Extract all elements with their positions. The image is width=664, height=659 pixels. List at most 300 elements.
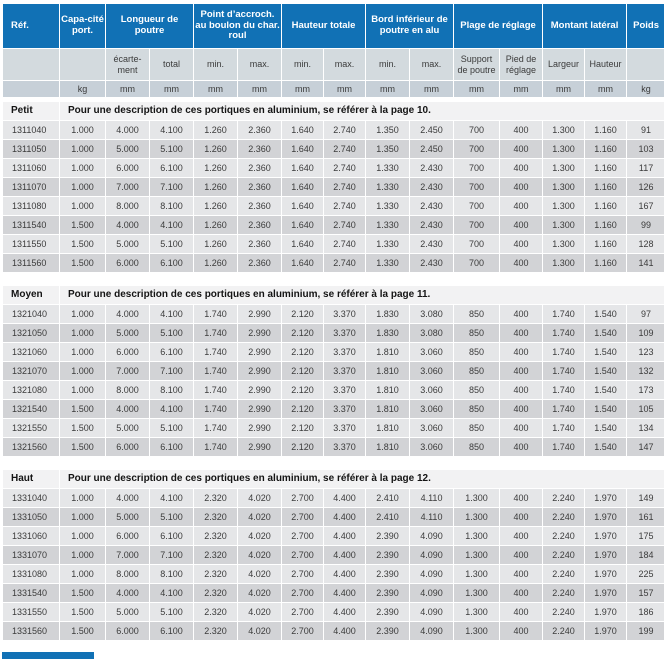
- cell-value: 8.100: [150, 565, 193, 583]
- cell-value: 4.000: [106, 305, 149, 323]
- cell-value: 2.700: [282, 546, 323, 564]
- cell-value: 4.000: [106, 400, 149, 418]
- cell-value: 1.740: [543, 362, 584, 380]
- cell-value: 99: [627, 216, 664, 234]
- cell-value: 2.360: [238, 121, 281, 139]
- cell-value: 1.640: [282, 140, 323, 158]
- unit-mm: mm: [585, 81, 626, 97]
- cell-value: 2.430: [410, 197, 453, 215]
- cell-value: 400: [500, 400, 542, 418]
- cell-value: 2.990: [238, 438, 281, 456]
- cell-value: 4.020: [238, 622, 281, 640]
- cell-value: 4.000: [106, 584, 149, 602]
- cell-value: 105: [627, 400, 664, 418]
- cell-value: 3.060: [410, 343, 453, 361]
- cell-value: 1.970: [585, 527, 626, 545]
- cell-value: 1.740: [543, 324, 584, 342]
- cell-value: 850: [454, 343, 499, 361]
- table-row: [3, 489, 664, 507]
- cell-value: 2.700: [282, 584, 323, 602]
- cell-value: 1.810: [366, 343, 409, 361]
- cell-value: 5.000: [106, 508, 149, 526]
- table-row: [3, 235, 664, 253]
- cell-value: 2.740: [324, 254, 365, 272]
- cell-value: 2.120: [282, 362, 323, 380]
- subheader-max: max.: [238, 49, 281, 80]
- cell-value: 1.330: [366, 178, 409, 196]
- cell-value: 7.000: [106, 362, 149, 380]
- cell-ref: 1311550: [3, 235, 59, 253]
- cell-value: 400: [500, 254, 542, 272]
- cell-value: 2.700: [282, 489, 323, 507]
- cell-value: 5.100: [150, 419, 193, 437]
- cell-value: 4.090: [410, 527, 453, 545]
- cell-value: 7.000: [106, 546, 149, 564]
- cell-value: 4.100: [150, 121, 193, 139]
- cell-value: 4.100: [150, 216, 193, 234]
- cell-value: 2.360: [238, 140, 281, 158]
- cell-value: 1.810: [366, 362, 409, 380]
- cell-value: 6.100: [150, 254, 193, 272]
- cell-value: 3.370: [324, 400, 365, 418]
- cell-value: 199: [627, 622, 664, 640]
- section-header-row: [3, 470, 664, 488]
- table-row: [3, 254, 664, 272]
- cell-value: 1.300: [454, 527, 499, 545]
- cell-value: 1.160: [585, 178, 626, 196]
- cell-value: 147: [627, 438, 664, 456]
- cell-value: 1.160: [585, 159, 626, 177]
- subheader-empty: [627, 49, 664, 80]
- unit-mm: mm: [500, 81, 542, 97]
- table-row: [3, 527, 664, 545]
- cell-value: 8.100: [150, 197, 193, 215]
- cell-value: 4.400: [324, 508, 365, 526]
- subheader-empty: [60, 49, 105, 80]
- cell-value: 400: [500, 121, 542, 139]
- unit-mm: mm: [366, 81, 409, 97]
- cell-value: 2.120: [282, 419, 323, 437]
- section-spacer: [3, 457, 664, 469]
- cell-value: 6.000: [106, 254, 149, 272]
- cell-value: 1.330: [366, 254, 409, 272]
- cell-value: 1.540: [585, 381, 626, 399]
- subheader-min: min.: [194, 49, 237, 80]
- cell-value: 6.000: [106, 527, 149, 545]
- cell-value: 123: [627, 343, 664, 361]
- cell-value: 1.540: [585, 419, 626, 437]
- unit-mm: mm: [194, 81, 237, 97]
- cell-value: 850: [454, 362, 499, 380]
- cell-value: 2.240: [543, 546, 584, 564]
- cell-value: 6.100: [150, 438, 193, 456]
- cell-value: 2.240: [543, 622, 584, 640]
- cell-value: 2.430: [410, 216, 453, 234]
- table-row: [3, 400, 664, 418]
- cell-ref: 1311560: [3, 254, 59, 272]
- cell-value: 128: [627, 235, 664, 253]
- cell-value: 225: [627, 565, 664, 583]
- cell-value: 700: [454, 216, 499, 234]
- subheader-max: max.: [324, 49, 365, 80]
- cell-value: 4.020: [238, 584, 281, 602]
- cell-value: 1.300: [543, 159, 584, 177]
- cell-value: 1.830: [366, 324, 409, 342]
- subheader-width: Largeur: [543, 49, 584, 80]
- cell-value: 1.300: [543, 121, 584, 139]
- cell-value: 2.990: [238, 400, 281, 418]
- unit-mm: mm: [238, 81, 281, 97]
- cell-value: 1.160: [585, 197, 626, 215]
- cell-value: 1.000: [60, 140, 105, 158]
- cell-value: 2.390: [366, 622, 409, 640]
- cell-value: 1.810: [366, 419, 409, 437]
- cell-value: 5.000: [106, 324, 149, 342]
- col-header-capacity: Capa-cité port.: [60, 4, 105, 48]
- col-header-weight: Poids: [627, 4, 664, 48]
- cell-value: 1.500: [60, 419, 105, 437]
- cell-value: 3.060: [410, 400, 453, 418]
- cell-value: 2.320: [194, 546, 237, 564]
- cell-value: 1.160: [585, 235, 626, 253]
- cell-value: 161: [627, 508, 664, 526]
- cell-value: 1.500: [60, 235, 105, 253]
- cell-value: 1.640: [282, 216, 323, 234]
- cell-value: 2.700: [282, 622, 323, 640]
- cell-value: 1.970: [585, 508, 626, 526]
- cell-value: 1.330: [366, 159, 409, 177]
- cell-value: 850: [454, 324, 499, 342]
- cell-value: 700: [454, 121, 499, 139]
- cell-value: 1.740: [543, 381, 584, 399]
- cell-value: 2.320: [194, 527, 237, 545]
- cell-ref: 1311050: [3, 140, 59, 158]
- cell-value: 1.640: [282, 178, 323, 196]
- cell-value: 5.000: [106, 603, 149, 621]
- cell-value: 149: [627, 489, 664, 507]
- section-title: Petit: [3, 102, 59, 120]
- cell-ref: 1331080: [3, 565, 59, 583]
- cell-value: 134: [627, 419, 664, 437]
- cell-value: 2.120: [282, 400, 323, 418]
- cell-value: 1.810: [366, 400, 409, 418]
- cell-ref: 1331070: [3, 546, 59, 564]
- cell-value: 1.000: [60, 381, 105, 399]
- cell-value: 400: [500, 343, 542, 361]
- cell-value: 1.260: [194, 140, 237, 158]
- cell-value: 1.810: [366, 381, 409, 399]
- cell-value: 1.970: [585, 546, 626, 564]
- cell-value: 2.390: [366, 527, 409, 545]
- cell-value: 1.970: [585, 584, 626, 602]
- cell-ref: 1331550: [3, 603, 59, 621]
- cell-ref: 1331560: [3, 622, 59, 640]
- section-spacer: [3, 273, 664, 285]
- cell-value: 1.830: [366, 305, 409, 323]
- section-description: Pour une description de ces portiques en aluminium, se référer à la page 12.: [60, 470, 664, 488]
- cell-value: 1.330: [366, 235, 409, 253]
- table-row: [3, 305, 664, 323]
- cell-value: 2.700: [282, 603, 323, 621]
- cell-value: 400: [500, 527, 542, 545]
- cell-value: 1.740: [194, 305, 237, 323]
- cell-value: 400: [500, 546, 542, 564]
- unit-mm: mm: [410, 81, 453, 97]
- cell-value: 1.500: [60, 584, 105, 602]
- cell-value: 400: [500, 178, 542, 196]
- col-header-ref: Réf.: [3, 4, 59, 48]
- cell-value: 1.810: [366, 438, 409, 456]
- table-row: [3, 508, 664, 526]
- cell-value: 2.120: [282, 438, 323, 456]
- cell-value: 1.300: [543, 197, 584, 215]
- cell-ref: 1331060: [3, 527, 59, 545]
- cell-value: 850: [454, 400, 499, 418]
- cell-ref: 1311060: [3, 159, 59, 177]
- cell-value: 2.740: [324, 159, 365, 177]
- cell-value: 400: [500, 159, 542, 177]
- cell-value: 2.700: [282, 508, 323, 526]
- cell-value: 1.300: [543, 178, 584, 196]
- cell-value: 4.400: [324, 622, 365, 640]
- cell-value: 1.000: [60, 305, 105, 323]
- unit-mm: mm: [324, 81, 365, 97]
- cell-value: 1.300: [543, 140, 584, 158]
- cell-value: 8.000: [106, 381, 149, 399]
- cell-value: 400: [500, 565, 542, 583]
- unit-kg: kg: [60, 81, 105, 97]
- cell-value: 4.400: [324, 527, 365, 545]
- cell-value: 97: [627, 305, 664, 323]
- cell-value: 5.000: [106, 140, 149, 158]
- cell-value: 1.740: [194, 438, 237, 456]
- cell-value: 3.060: [410, 362, 453, 380]
- cell-value: 2.700: [282, 527, 323, 545]
- section-description: Pour une description de ces portiques en aluminium, se référer à la page 11.: [60, 286, 664, 304]
- table-row: [3, 216, 664, 234]
- cell-value: 400: [500, 362, 542, 380]
- cell-value: 3.370: [324, 419, 365, 437]
- cell-value: 1.970: [585, 603, 626, 621]
- cell-value: 3.370: [324, 305, 365, 323]
- cell-value: 7.100: [150, 362, 193, 380]
- subheader-adjustment-foot: Pied de réglage: [500, 49, 542, 80]
- cell-value: 4.100: [150, 489, 193, 507]
- cell-value: 1.260: [194, 197, 237, 215]
- table-row: [3, 419, 664, 437]
- cell-value: 4.400: [324, 603, 365, 621]
- table-row: [3, 197, 664, 215]
- cell-value: 700: [454, 235, 499, 253]
- cell-value: 2.740: [324, 178, 365, 196]
- cell-value: 1.740: [194, 362, 237, 380]
- table-row: [3, 622, 664, 640]
- cell-value: 2.430: [410, 159, 453, 177]
- cell-value: 850: [454, 305, 499, 323]
- cell-value: 1.540: [585, 362, 626, 380]
- cell-value: 1.000: [60, 489, 105, 507]
- cell-value: 2.390: [366, 584, 409, 602]
- cell-value: 4.090: [410, 603, 453, 621]
- cell-value: 184: [627, 546, 664, 564]
- cell-value: 1.300: [454, 603, 499, 621]
- cell-value: 1.300: [454, 584, 499, 602]
- cell-value: 4.400: [324, 584, 365, 602]
- cell-value: 1.500: [60, 622, 105, 640]
- col-header-attachment-point: Point d’accroch. au boulon du char. roul: [194, 4, 281, 48]
- cell-value: 1.300: [454, 546, 499, 564]
- cell-value: 1.160: [585, 140, 626, 158]
- cell-value: 2.120: [282, 343, 323, 361]
- cell-value: 400: [500, 603, 542, 621]
- table-row: [3, 381, 664, 399]
- unit-mm: mm: [282, 81, 323, 97]
- cell-value: 8.000: [106, 565, 149, 583]
- cell-ref: 1321040: [3, 305, 59, 323]
- cell-value: 4.400: [324, 546, 365, 564]
- cell-value: 1.740: [194, 324, 237, 342]
- cell-value: 1.970: [585, 622, 626, 640]
- cell-value: 1.640: [282, 235, 323, 253]
- cell-value: 1.300: [454, 489, 499, 507]
- cell-value: 400: [500, 419, 542, 437]
- cell-value: 2.120: [282, 324, 323, 342]
- cell-value: 2.990: [238, 362, 281, 380]
- cell-value: 1.740: [543, 400, 584, 418]
- table-row: [3, 178, 664, 196]
- cell-value: 1.500: [60, 216, 105, 234]
- cell-value: 1.330: [366, 216, 409, 234]
- cell-value: 2.240: [543, 489, 584, 507]
- cell-value: 1.000: [60, 159, 105, 177]
- cell-value: 5.100: [150, 603, 193, 621]
- cell-value: 3.060: [410, 419, 453, 437]
- table-row: [3, 565, 664, 583]
- cell-value: 4.110: [410, 489, 453, 507]
- cell-value: 400: [500, 438, 542, 456]
- cell-value: 2.120: [282, 305, 323, 323]
- cell-value: 4.100: [150, 305, 193, 323]
- spacer-cell: [3, 98, 664, 101]
- cell-value: 6.100: [150, 527, 193, 545]
- cell-value: 1.640: [282, 121, 323, 139]
- cell-ref: 1311070: [3, 178, 59, 196]
- cell-value: 1.500: [60, 400, 105, 418]
- spacer-cell: [3, 457, 664, 469]
- cell-value: 400: [500, 622, 542, 640]
- cell-value: 4.090: [410, 622, 453, 640]
- section-title: Moyen: [3, 286, 59, 304]
- cell-value: 1.260: [194, 178, 237, 196]
- spec-table: [2, 3, 664, 641]
- cell-ref: 1311540: [3, 216, 59, 234]
- subheader-min: min.: [366, 49, 409, 80]
- cell-ref: 1321060: [3, 343, 59, 361]
- subheader-height: Hauteur: [585, 49, 626, 80]
- cell-value: 117: [627, 159, 664, 177]
- unit-kg: kg: [627, 81, 664, 97]
- cell-value: 2.240: [543, 527, 584, 545]
- cell-value: 1.640: [282, 159, 323, 177]
- cell-value: 1.000: [60, 178, 105, 196]
- spacer-cell: [3, 273, 664, 285]
- cell-value: 2.320: [194, 565, 237, 583]
- cell-value: 2.360: [238, 197, 281, 215]
- cell-value: 1.350: [366, 140, 409, 158]
- cell-value: 2.320: [194, 508, 237, 526]
- cell-value: 4.020: [238, 489, 281, 507]
- cell-value: 1.260: [194, 254, 237, 272]
- cell-value: 132: [627, 362, 664, 380]
- cell-value: 8.100: [150, 381, 193, 399]
- table-row: [3, 324, 664, 342]
- cell-ref: 1321550: [3, 419, 59, 437]
- cell-value: 2.450: [410, 121, 453, 139]
- cell-value: 1.000: [60, 362, 105, 380]
- cell-value: 4.090: [410, 565, 453, 583]
- cell-value: 2.240: [543, 584, 584, 602]
- cell-value: 1.640: [282, 254, 323, 272]
- cell-value: 6.000: [106, 159, 149, 177]
- cell-value: 850: [454, 381, 499, 399]
- header-group-row: [3, 4, 664, 48]
- cell-value: 2.360: [238, 254, 281, 272]
- col-header-beam-length: Longueur de poutre: [106, 4, 193, 48]
- cell-value: 4.090: [410, 584, 453, 602]
- col-header-adjustment-range: Plage de réglage: [454, 4, 542, 48]
- table-row: [3, 362, 664, 380]
- cell-value: 400: [500, 381, 542, 399]
- cell-value: 1.000: [60, 565, 105, 583]
- cell-value: 2.240: [543, 565, 584, 583]
- cell-value: 1.350: [366, 121, 409, 139]
- cell-ref: 1321050: [3, 324, 59, 342]
- cell-value: 157: [627, 584, 664, 602]
- cell-ref: 1311040: [3, 121, 59, 139]
- cell-value: 1.260: [194, 235, 237, 253]
- cell-value: 850: [454, 438, 499, 456]
- cell-value: 103: [627, 140, 664, 158]
- cell-value: 8.000: [106, 197, 149, 215]
- cell-value: 1.300: [454, 565, 499, 583]
- cell-value: 1.160: [585, 254, 626, 272]
- cell-value: 700: [454, 140, 499, 158]
- cell-value: 5.100: [150, 324, 193, 342]
- cell-ref: 1331050: [3, 508, 59, 526]
- cell-value: 2.390: [366, 603, 409, 621]
- subheader-empty: [3, 49, 59, 80]
- section-spacer: [3, 98, 664, 101]
- cell-value: 2.390: [366, 565, 409, 583]
- cell-value: 400: [500, 216, 542, 234]
- cell-value: 1.540: [585, 400, 626, 418]
- cell-value: 1.300: [454, 622, 499, 640]
- unit-mm: mm: [543, 81, 584, 97]
- section-header-row: [3, 102, 664, 120]
- cell-value: 1.000: [60, 508, 105, 526]
- cell-value: 5.000: [106, 235, 149, 253]
- cell-value: 2.360: [238, 235, 281, 253]
- cell-value: 4.020: [238, 527, 281, 545]
- cell-value: 700: [454, 197, 499, 215]
- col-header-beam-lower-edge: Bord inférieur de poutre en alu: [366, 4, 453, 48]
- cell-ref: 1321080: [3, 381, 59, 399]
- cell-value: 1.000: [60, 546, 105, 564]
- cell-value: 4.100: [150, 584, 193, 602]
- header-units-row: [3, 81, 664, 97]
- cell-value: 4.000: [106, 489, 149, 507]
- cell-value: 1.640: [282, 197, 323, 215]
